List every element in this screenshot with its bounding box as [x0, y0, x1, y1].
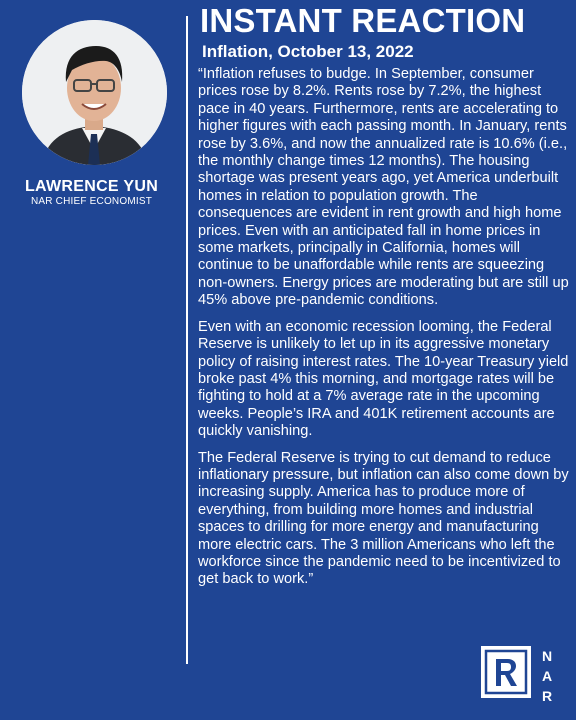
portrait-photo	[22, 20, 167, 165]
quote-paragraph: “Inflation refuses to budge. In September, consumer prices rose by 8.2%. Rents rose by 7.2%, the highest pace in 40 years. Furthermore, rents are accelerating to higher figures with each passing month. In January, rents rose by 3.6%, and now the annualized rate is 10.6% (i.e., the monthly change times 12 months). The housing shortage was present years ago, yet America underbuilt homes in relation to population growth. The consequences are evident in rent growth and high home prices. Even with an anticipated fall in home prices in some markets, principally in California, homes will continue to be unaffordable while rents are squeezing non-owners. Energy prices are moderating but are still up 45% above pre-pandemic conditions.	[198, 66, 569, 309]
logo-letter: R	[541, 688, 553, 704]
page-title: INSTANT REACTION	[200, 2, 526, 39]
logo-letter: A	[541, 668, 553, 684]
speaker-role: NAR CHIEF ECONOMIST	[30, 196, 153, 207]
speaker-name: LAWRENCE YUN	[24, 178, 159, 195]
logo-letter: N	[541, 648, 553, 664]
topic-dateline: Inflation, October 13, 2022	[202, 42, 414, 61]
r-logo-icon	[481, 646, 531, 698]
quote-paragraph: The Federal Reserve is trying to cut demand to reduce inflationary pressure, but inflation can also come down by increasing supply. America has to produce more of everything, from building more homes and industrial spaces to drilling for more energy and manufacturing more electric cars. The 3 million Americans who left the workforce since the pandemic need to be incentivized to get back to work.”	[198, 449, 569, 588]
nar-logo-letters	[537, 646, 557, 706]
nar-logo-mark	[481, 646, 531, 698]
quote-body	[198, 66, 570, 598]
quote-paragraph: Even with an economic recession looming, the Federal Reserve is unlikely to let up in its aggressive monetary policy of raising interest rates. The 10-year Treasury yield broke past 4% this morning, and mortgage rates will be fighting to hold at a 7% average rate in the upcoming weeks. People’s IRA and 401K retirement accounts are quickly vanishing.	[198, 318, 569, 440]
vertical-divider	[186, 16, 188, 664]
